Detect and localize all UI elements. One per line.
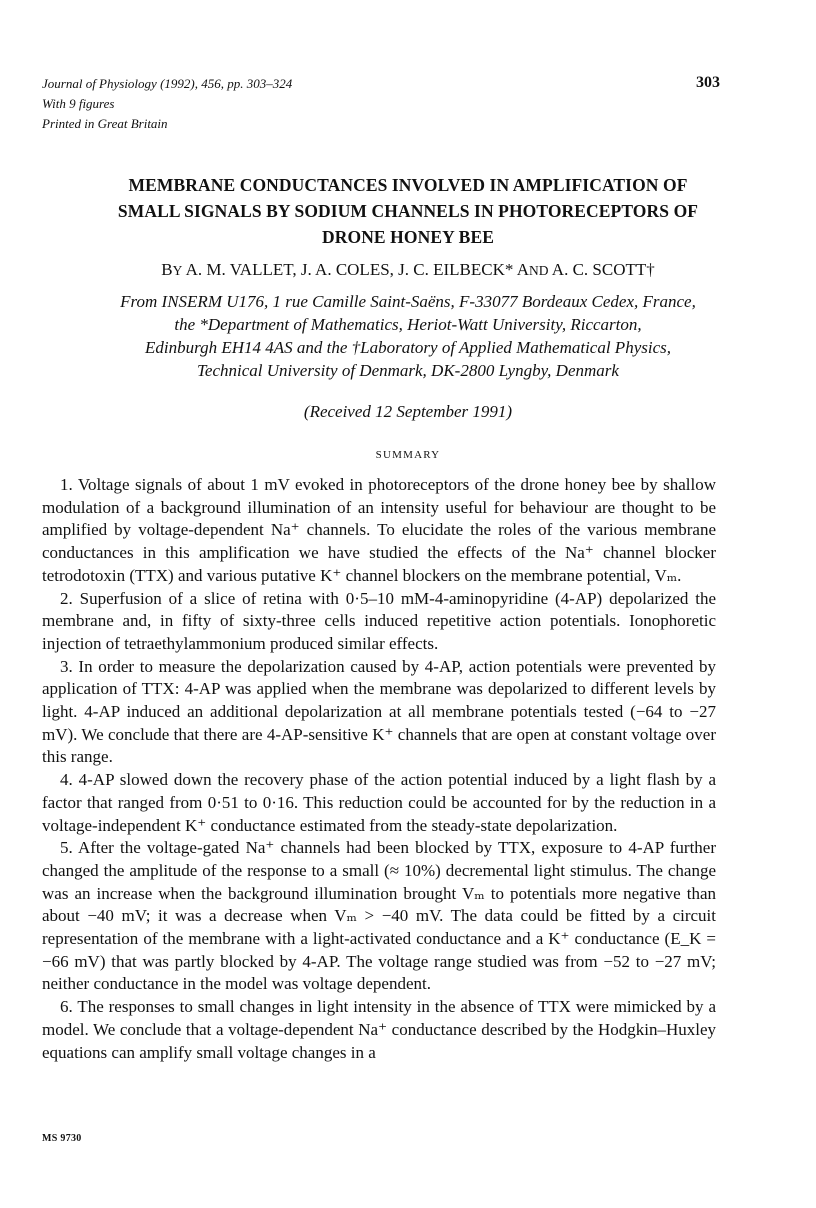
summary-heading: SUMMARY bbox=[375, 449, 441, 461]
affiliation-line-1: From INSERM U176, 1 rue Camille Saint-Saëns, F-33077 Bordeaux Cedex, France, bbox=[120, 292, 696, 311]
summary-paragraph-3: 3. In order to measure the depolarization caused by 4-AP, action potentials were prevented by application of TTX: 4-AP was applied when the membrane was depolarized to different levels by light. 4-AP induced an additional depolarization at all membrane potentials tested (−64 to −27 mV). We conclude that there are 4-AP-sensitive K⁺ channels that are open at constant voltage over this range. bbox=[42, 656, 716, 767]
summary-paragraph-5: 5. After the voltage-gated Na⁺ channels had been blocked by TTX, exposure to 4-AP further changed the amplitude of the response to a small (≈ 10%) decremental light stimulus. The change was an increase when the background illumination brought Vₘ to potentials more negative than about −40 mV; it was a decrease when Vₘ > −40 mV. The data could be fitted by a circuit representation of the membrane with a light-activated conductance and a K⁺ conductance (E_K = −66 mV) that was partly blocked by 4-AP. The voltage range studied was from −52 to −27 mV; neither conductance in the model was voltage dependent. bbox=[42, 838, 716, 994]
author-line bbox=[40, 259, 776, 282]
journal-figures: With 9 figures bbox=[42, 96, 115, 111]
page-number: 303 bbox=[696, 74, 720, 91]
title-line-1: MEMBRANE CONDUCTANCES INVOLVED IN AMPLIFICATION OF bbox=[128, 175, 688, 195]
affiliation-line-3: Edinburgh EH14 4AS and the †Laboratory of Applied Mathematical Physics, bbox=[144, 338, 671, 357]
and-initial: A bbox=[516, 260, 529, 279]
affiliation bbox=[40, 290, 776, 382]
summary-paragraph-1: 1. Voltage signals of about 1 mV evoked in photoreceptors of the drone honey bee by shallow modulation of a background illumination of an intensity useful for behaviour are thought to be amplified by voltage-dependent Na⁺ channels. To elucidate the roles of the various membrane conductances in this amplification we have studied the effects of the Na⁺ channel blocker tetrodotoxin (TTX) and various putative K⁺ channel blockers on the membrane potential, Vₘ. bbox=[42, 475, 716, 585]
affiliation-line-2: the *Department of Mathematics, Heriot-Watt University, Riccarton, bbox=[174, 315, 642, 334]
summary-body bbox=[42, 474, 716, 1064]
summary-paragraph-2: 2. Superfusion of a slice of retina with 0·5–10 mM-4-aminopyridine (4-AP) depolarized the membrane and, in fifty of sixty-three cells induced repetitive action potentials. Ionophoretic injection of tetraethylammonium produced similar effects. bbox=[42, 588, 716, 653]
title-line-3: DRONE HONEY BEE bbox=[322, 227, 494, 247]
author-names-2: A. C. SCOTT† bbox=[551, 260, 655, 279]
journal-citation: Journal of Physiology (1992), 456, pp. 303–324 bbox=[42, 76, 293, 91]
affiliation-line-4: Technical University of Denmark, DK-2800 Lyngby, Denmark bbox=[197, 361, 619, 380]
title-line-2: SMALL SIGNALS BY SODIUM CHANNELS IN PHOTORECEPTORS OF bbox=[117, 201, 699, 221]
journal-info bbox=[42, 74, 292, 134]
manuscript-number: MS 9730 bbox=[42, 1133, 82, 1144]
summary-paragraph-4: 4. 4-AP slowed down the recovery phase of the action potential induced by a light flash by a factor that ranged from 0·51 to 0·16. This reduction could be accounted for by the reduction in a voltage-independent K⁺ conductance estimated from the steady-state depolarization. bbox=[42, 770, 716, 835]
and-rest: ND bbox=[528, 263, 549, 278]
summary-paragraph-6: 6. The responses to small changes in light intensity in the absence of TTX were mimicked by a model. We conclude that a voltage-dependent Na⁺ conductance described by the Hodgkin–Huxley equations can amplify small voltage changes in a bbox=[42, 997, 716, 1062]
article-title bbox=[40, 172, 776, 250]
received-date: (Received 12 September 1991) bbox=[303, 402, 513, 421]
author-names-1: A. M. VALLET, J. A. COLES, J. C. EILBECK* bbox=[185, 260, 514, 279]
by-initial: B bbox=[161, 260, 173, 279]
by-rest: Y bbox=[172, 263, 183, 278]
journal-printed: Printed in Great Britain bbox=[42, 116, 168, 131]
